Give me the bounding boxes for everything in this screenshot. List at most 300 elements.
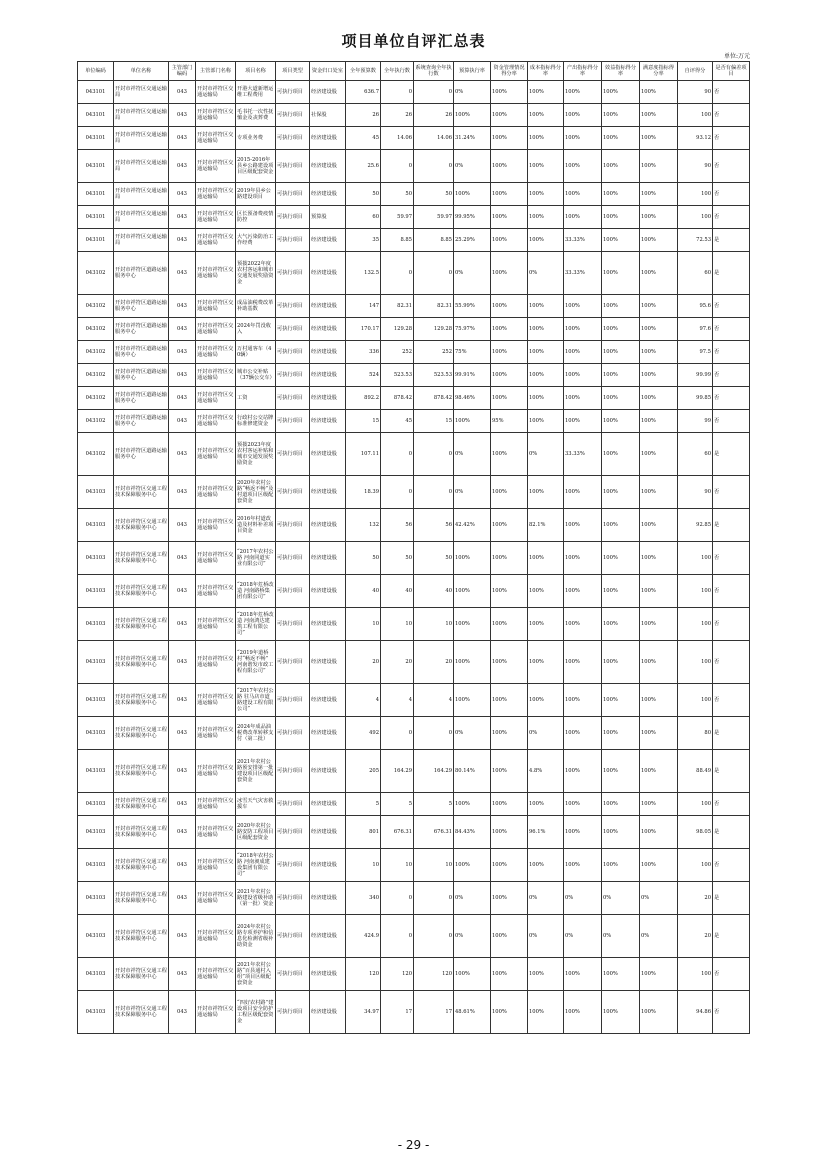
table-cell: 100% <box>564 206 602 229</box>
table-cell: 否 <box>713 81 750 104</box>
table-cell: 开封市祥符区交通运输局 <box>196 958 236 991</box>
table-cell: 100% <box>564 641 602 684</box>
table-cell: 开封市祥符区交通工程技术保障服务中心 <box>114 509 169 542</box>
table-cell: 043101 <box>78 183 114 206</box>
table-cell: 开封市祥符区交通运输局 <box>196 991 236 1034</box>
table-cell: 100% <box>640 476 678 509</box>
table-cell: 100% <box>491 816 528 849</box>
table-cell: 043 <box>169 793 196 816</box>
table-cell: 5 <box>346 793 381 816</box>
table-cell: 可执行项目 <box>276 750 310 793</box>
table-cell: 100% <box>640 183 678 206</box>
table-cell: 043103 <box>78 915 114 958</box>
table-cell: 开封市祥符区交通运输局 <box>196 509 236 542</box>
table-cell: 043 <box>169 104 196 127</box>
table-cell: 开封市祥符区道路运输服务中心 <box>114 252 169 295</box>
table-cell: 82.1% <box>528 509 564 542</box>
table-cell: 可执行项目 <box>276 849 310 882</box>
table-cell: 否 <box>713 364 750 387</box>
table-cell: 25.29% <box>454 229 491 252</box>
table-cell: 开封市祥符区交通工程技术保障服务中心 <box>114 882 169 915</box>
table-cell: 100% <box>640 387 678 410</box>
table-cell: 100% <box>602 750 640 793</box>
table-cell: 92.85 <box>678 509 713 542</box>
table-cell: 17 <box>381 991 414 1034</box>
table-cell: 0 <box>414 150 454 183</box>
table-cell: 100% <box>528 104 564 127</box>
table-cell: 33.33% <box>564 433 602 476</box>
table-cell: 99 <box>678 410 713 433</box>
table-row <box>78 793 750 816</box>
table-cell: 否 <box>713 793 750 816</box>
table-cell: 205 <box>346 750 381 793</box>
table-row <box>78 104 750 127</box>
table-cell: 可执行项目 <box>276 206 310 229</box>
table-cell: 100% <box>640 849 678 882</box>
table-cell: 100% <box>564 104 602 127</box>
table-cell: 开封市祥符区交通运输局 <box>196 252 236 295</box>
table-cell: 100% <box>491 183 528 206</box>
table-cell: 33.33% <box>564 229 602 252</box>
table-cell: 10 <box>381 849 414 882</box>
table-cell: 100% <box>564 295 602 318</box>
table-cell: 043102 <box>78 318 114 341</box>
table-cell: 636.7 <box>346 81 381 104</box>
table-cell: 100% <box>640 127 678 150</box>
table-cell: 100% <box>528 849 564 882</box>
table-cell: 99.95% <box>454 206 491 229</box>
table-cell: 100% <box>491 542 528 575</box>
table-cell: 开封市祥符区交通运输局 <box>196 387 236 410</box>
table-cell: 100% <box>640 229 678 252</box>
table-cell: 100% <box>602 991 640 1034</box>
table-cell: 开封市祥符区道路运输服务中心 <box>114 364 169 387</box>
table-cell: 可执行项目 <box>276 150 310 183</box>
table-cell: 100% <box>491 127 528 150</box>
table-cell: 100% <box>602 81 640 104</box>
table-cell: 0 <box>381 476 414 509</box>
table-cell: 336 <box>346 341 381 364</box>
table-cell: 043102 <box>78 295 114 318</box>
table-cell: 开封市祥符区交通运输局 <box>196 915 236 958</box>
column-header: 资金归口处室 <box>310 62 346 81</box>
table-cell: 开封市祥符区交通运输局 <box>196 150 236 183</box>
table-cell: 社保股 <box>310 104 346 127</box>
column-header: 成本指标得分率 <box>528 62 564 81</box>
table-cell: 可执行项目 <box>276 81 310 104</box>
table-cell: 100% <box>602 387 640 410</box>
table-cell: “2018年危桥改造 河南鸿达建筑工程有限公司” <box>236 608 276 641</box>
table-cell: 冰雪天气灾害救援车 <box>236 793 276 816</box>
table-cell: 26 <box>381 104 414 127</box>
table-cell: 100 <box>678 849 713 882</box>
table-cell: 043101 <box>78 81 114 104</box>
table-cell: 是 <box>713 433 750 476</box>
table-cell: 45 <box>381 410 414 433</box>
table-cell: 100% <box>640 104 678 127</box>
table-row <box>78 750 750 793</box>
table-cell: 42.42% <box>454 509 491 542</box>
table-cell: 043101 <box>78 104 114 127</box>
table-row <box>78 318 750 341</box>
table-cell: 878.42 <box>414 387 454 410</box>
table-cell: 0% <box>454 915 491 958</box>
table-cell: 0% <box>564 882 602 915</box>
column-header: 全年预算数 <box>346 62 381 81</box>
table-cell: 10 <box>381 608 414 641</box>
table-cell: 33.33% <box>564 252 602 295</box>
table-cell: 252 <box>381 341 414 364</box>
table-cell: 是 <box>713 816 750 849</box>
table-row <box>78 684 750 717</box>
table-cell: 100% <box>640 991 678 1034</box>
table-cell: 15 <box>414 410 454 433</box>
table-cell: 可执行项目 <box>276 476 310 509</box>
table-cell: 100% <box>602 684 640 717</box>
table-cell: 开封市祥符区交通运输局 <box>196 206 236 229</box>
table-cell: 100% <box>564 575 602 608</box>
table-cell: 100% <box>602 104 640 127</box>
table-cell: 是 <box>713 509 750 542</box>
table-cell: 100% <box>454 104 491 127</box>
table-cell: 100% <box>602 433 640 476</box>
table-cell: 开封市祥符区交通运输局 <box>196 81 236 104</box>
table-cell: 100% <box>491 81 528 104</box>
table-cell: 否 <box>713 641 750 684</box>
table-cell: 可执行项目 <box>276 608 310 641</box>
table-cell: 34.97 <box>346 991 381 1034</box>
table-cell: 经济建设股 <box>310 575 346 608</box>
table-cell: 100% <box>602 252 640 295</box>
table-cell: 99.85 <box>678 387 713 410</box>
table-cell: 59.97 <box>414 206 454 229</box>
table-cell: 开封市祥符区交通运输局 <box>196 433 236 476</box>
table-cell: 是 <box>713 915 750 958</box>
table-cell: 经济建设股 <box>310 641 346 684</box>
table-cell: 100% <box>602 509 640 542</box>
table-cell: 043 <box>169 542 196 575</box>
column-header: 全年执行数 <box>381 62 414 81</box>
table-cell: 0% <box>602 882 640 915</box>
table-cell: 59.97 <box>381 206 414 229</box>
table-row <box>78 150 750 183</box>
table-cell: 经济建设股 <box>310 750 346 793</box>
table-cell: 26 <box>346 104 381 127</box>
table-cell: 经济建设股 <box>310 509 346 542</box>
table-cell: 0 <box>414 81 454 104</box>
table-cell: 100% <box>640 816 678 849</box>
table-cell: 100% <box>528 295 564 318</box>
table-cell: 经济建设股 <box>310 318 346 341</box>
table-cell: 预拨2023年度农村客运补贴和城市交通发展奖励资金 <box>236 433 276 476</box>
table-cell: 100% <box>564 509 602 542</box>
table-cell: 8.85 <box>381 229 414 252</box>
table-cell: 开封市祥符区交通工程技术保障服务中心 <box>114 608 169 641</box>
table-cell: 100% <box>602 542 640 575</box>
table-cell: 17 <box>414 991 454 1034</box>
table-cell: 经济建设股 <box>310 608 346 641</box>
table-cell: 100% <box>491 882 528 915</box>
table-cell: 164.29 <box>381 750 414 793</box>
table-cell: 100% <box>491 750 528 793</box>
table-cell: 90 <box>678 81 713 104</box>
table-cell: 100% <box>602 183 640 206</box>
table-cell: 否 <box>713 849 750 882</box>
table-cell: 城市公交补贴（37辆公交车） <box>236 364 276 387</box>
table-cell: 100% <box>640 410 678 433</box>
table-cell: 0% <box>640 915 678 958</box>
table-cell: 100% <box>564 183 602 206</box>
table-cell: “2017年农村公路 河南同道实业有限公司” <box>236 542 276 575</box>
table-cell: 100% <box>528 476 564 509</box>
table-cell: 50 <box>346 542 381 575</box>
table-cell: 可执行项目 <box>276 641 310 684</box>
table-cell: 14.06 <box>381 127 414 150</box>
table-row <box>78 81 750 104</box>
table-cell: 0 <box>381 81 414 104</box>
table-cell: 100% <box>564 991 602 1034</box>
table-cell: 100% <box>602 476 640 509</box>
table-cell: 676.31 <box>414 816 454 849</box>
table-cell: 100% <box>491 717 528 750</box>
table-cell: 2019年县乡公路建设项目 <box>236 183 276 206</box>
table-cell: 043 <box>169 433 196 476</box>
table-cell: 15 <box>346 410 381 433</box>
header-row <box>78 62 750 81</box>
table-cell: 可执行项目 <box>276 318 310 341</box>
table-cell: 043 <box>169 608 196 641</box>
page-number: - 29 - <box>397 1138 430 1152</box>
table-row <box>78 509 750 542</box>
table-cell: 043 <box>169 81 196 104</box>
table-cell: 经济建设股 <box>310 81 346 104</box>
table-cell: 523.53 <box>381 364 414 387</box>
table-cell: 否 <box>713 575 750 608</box>
table-cell: 98.05 <box>678 816 713 849</box>
table-cell: 25.6 <box>346 150 381 183</box>
table-cell: 100% <box>640 750 678 793</box>
table-cell: 100% <box>640 341 678 364</box>
table-cell: 043 <box>169 387 196 410</box>
table-cell: 043103 <box>78 509 114 542</box>
table-cell: 100% <box>491 318 528 341</box>
table-cell: 14.06 <box>414 127 454 150</box>
table-cell: 否 <box>713 476 750 509</box>
table-cell: 043103 <box>78 958 114 991</box>
table-cell: 100% <box>640 81 678 104</box>
table-cell: “2017年农村公路 驻马店市道路建设工程有限公司” <box>236 684 276 717</box>
table-cell: 043 <box>169 641 196 684</box>
table-cell: 340 <box>346 882 381 915</box>
table-cell: 开封市祥符区交通运输局 <box>196 717 236 750</box>
table-cell: 100% <box>528 341 564 364</box>
table-cell: 毛书托一次性抚恤金及丧葬费 <box>236 104 276 127</box>
table-cell: 100% <box>640 717 678 750</box>
table-cell: 043 <box>169 575 196 608</box>
table-cell: 98.46% <box>454 387 491 410</box>
table-cell: 100% <box>491 958 528 991</box>
table-cell: 经济建设股 <box>310 849 346 882</box>
table-cell: 4 <box>414 684 454 717</box>
table-cell: 否 <box>713 991 750 1034</box>
table-cell: 93.12 <box>678 127 713 150</box>
table-cell: 开封市祥符区道路运输服务中心 <box>114 410 169 433</box>
table-cell: 80 <box>678 717 713 750</box>
table-cell: 100% <box>491 229 528 252</box>
table-cell: 164.29 <box>414 750 454 793</box>
table-cell: 是 <box>713 717 750 750</box>
table-cell: 开封市祥符区交通工程技术保障服务中心 <box>114 793 169 816</box>
table-cell: 经济建设股 <box>310 252 346 295</box>
table-cell: 043101 <box>78 150 114 183</box>
table-row <box>78 641 750 684</box>
table-cell: 开封市祥符区道路运输服务中心 <box>114 387 169 410</box>
table-cell: 100% <box>602 410 640 433</box>
column-header: 系统查询全年执行数 <box>414 62 454 81</box>
table-cell: 043 <box>169 252 196 295</box>
table-cell: 676.31 <box>381 816 414 849</box>
table-cell: 100 <box>678 183 713 206</box>
table-cell: 开封市祥符区交通运输局 <box>196 750 236 793</box>
table-cell: 100% <box>454 410 491 433</box>
table-cell: 84.43% <box>454 816 491 849</box>
table-row <box>78 608 750 641</box>
table-cell: 043103 <box>78 608 114 641</box>
table-cell: 经济建设股 <box>310 295 346 318</box>
table-cell: 0% <box>454 81 491 104</box>
table-cell: 开封市祥符区交通运输局 <box>196 183 236 206</box>
table-cell: 043101 <box>78 206 114 229</box>
table-cell: “2019年道桥村“畅返不畅” 河南谐发市政工程有限公司” <box>236 641 276 684</box>
table-cell: 043101 <box>78 127 114 150</box>
table-cell: 经济建设股 <box>310 991 346 1034</box>
table-cell: 878.42 <box>381 387 414 410</box>
table-cell: 043 <box>169 318 196 341</box>
table-cell: 100% <box>528 81 564 104</box>
table-cell: 8.85 <box>414 229 454 252</box>
table-cell: 97.5 <box>678 341 713 364</box>
table-cell: 55.99% <box>454 295 491 318</box>
table-cell: 可执行项目 <box>276 882 310 915</box>
table-cell: 开封市祥符区交通运输局 <box>114 104 169 127</box>
table-cell: 可执行项目 <box>276 793 310 816</box>
table-cell: 100% <box>454 641 491 684</box>
table-cell: 0 <box>414 717 454 750</box>
table-cell: 0% <box>454 476 491 509</box>
table-cell: 100% <box>564 476 602 509</box>
table-cell: 100% <box>602 958 640 991</box>
table-cell: 043 <box>169 958 196 991</box>
table-cell: 100% <box>454 183 491 206</box>
table-cell: 100% <box>528 183 564 206</box>
table-cell: 可执行项目 <box>276 816 310 849</box>
column-header: 产出指标得分率 <box>564 62 602 81</box>
table-cell: 经济建设股 <box>310 410 346 433</box>
table-cell: 170.17 <box>346 318 381 341</box>
table-cell: 可执行项目 <box>276 433 310 476</box>
table-cell: 100% <box>564 793 602 816</box>
table-cell: 147 <box>346 295 381 318</box>
table-cell: 可执行项目 <box>276 410 310 433</box>
table-cell: 48.61% <box>454 991 491 1034</box>
table-cell: 0 <box>381 915 414 958</box>
table-row <box>78 476 750 509</box>
table-cell: 35 <box>346 229 381 252</box>
table-cell: 043103 <box>78 816 114 849</box>
unit-label: 单位:万元 <box>723 53 750 60</box>
table-cell: 043103 <box>78 849 114 882</box>
table-cell: 开封市祥符区道路运输服务中心 <box>114 295 169 318</box>
table-cell: 可执行项目 <box>276 387 310 410</box>
table-cell: 100% <box>602 127 640 150</box>
column-header: 自评得分 <box>678 62 713 81</box>
table-cell: 31.24% <box>454 127 491 150</box>
table-cell: 100% <box>602 150 640 183</box>
table-cell: 90 <box>678 476 713 509</box>
table-cell: 043 <box>169 229 196 252</box>
table-cell: 可执行项目 <box>276 364 310 387</box>
table-cell: 可执行项目 <box>276 295 310 318</box>
table-cell: 100% <box>564 81 602 104</box>
table-cell: 否 <box>713 295 750 318</box>
table-cell: 经济建设股 <box>310 793 346 816</box>
table-cell: 129.28 <box>414 318 454 341</box>
table-row <box>78 882 750 915</box>
table-cell: 100% <box>491 433 528 476</box>
table-cell: 成品油税费改革补助基数 <box>236 295 276 318</box>
table-cell: 开封市祥符区交通工程技术保障服务中心 <box>114 717 169 750</box>
table-cell: 100% <box>564 750 602 793</box>
table-cell: 100% <box>640 958 678 991</box>
table-row <box>78 915 750 958</box>
table-cell: 开封市祥符区交通运输局 <box>114 183 169 206</box>
table-cell: 80.14% <box>454 750 491 793</box>
column-header: 效益指标得分率 <box>602 62 640 81</box>
table-cell: 100% <box>602 608 640 641</box>
table-row <box>78 433 750 476</box>
table-cell: 100% <box>491 991 528 1034</box>
table-cell: 100% <box>640 206 678 229</box>
table-cell: 100% <box>528 387 564 410</box>
table-cell: 100 <box>678 608 713 641</box>
column-header: 单位编码 <box>78 62 114 81</box>
table-cell: 50 <box>346 183 381 206</box>
table-cell: 开封市祥符区交通工程技术保障服务中心 <box>114 915 169 958</box>
table-cell: 100% <box>454 958 491 991</box>
table-cell: 开封市祥符区交通运输局 <box>196 793 236 816</box>
table-cell: 100% <box>564 816 602 849</box>
table-cell: 否 <box>713 542 750 575</box>
table-cell: 100 <box>678 206 713 229</box>
table-cell: 专项业务费 <box>236 127 276 150</box>
table-row <box>78 542 750 575</box>
table-cell: 100% <box>528 150 564 183</box>
table-cell: 100% <box>528 127 564 150</box>
table-cell: 100% <box>528 410 564 433</box>
table-cell: 100% <box>454 793 491 816</box>
table-cell: 否 <box>713 127 750 150</box>
table-cell: 043103 <box>78 750 114 793</box>
table-cell: 开封市祥符区交通运输局 <box>196 476 236 509</box>
table-cell: 100 <box>678 958 713 991</box>
table-cell: 工资 <box>236 387 276 410</box>
table-cell: 100% <box>491 575 528 608</box>
table-cell: 开封市祥符区交通工程技术保障服务中心 <box>114 476 169 509</box>
table-cell: 0% <box>528 433 564 476</box>
table-cell: 100 <box>678 684 713 717</box>
table-cell: 0% <box>454 150 491 183</box>
table-cell: 开封市祥符区交通运输局 <box>114 81 169 104</box>
